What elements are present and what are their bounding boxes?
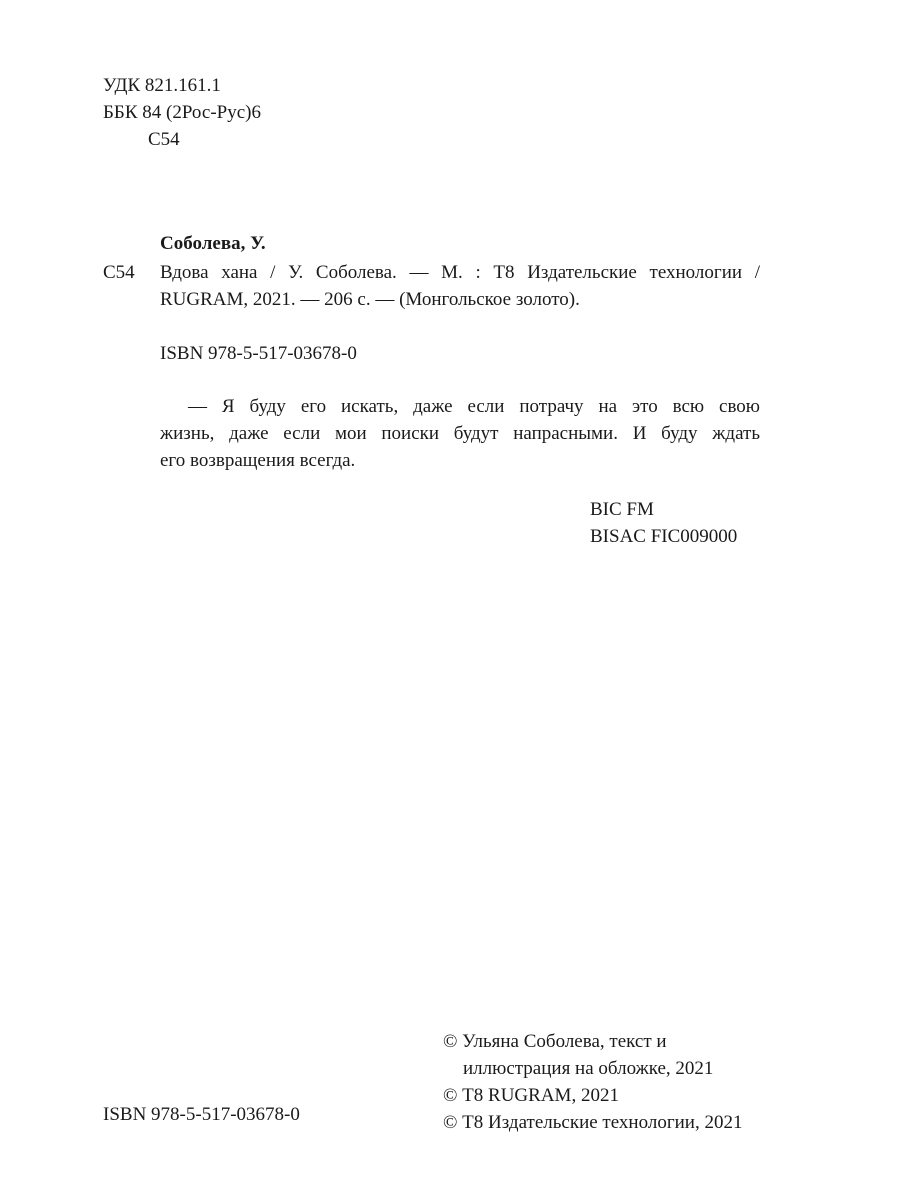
author-mark: С54: [148, 129, 180, 150]
annotation: [160, 393, 760, 474]
record-author-mark: С54: [103, 262, 135, 283]
classification-codes: [103, 72, 261, 153]
annotation-line-1: — Я буду его искать, даже если потрачу на это всю свою: [188, 396, 760, 417]
copyright-author: © Ульяна Соболева, текст и: [443, 1031, 667, 1052]
copyright-block: [443, 1028, 742, 1136]
subject-codes: [590, 496, 737, 550]
udk-code: УДК 821.161.1: [103, 75, 221, 96]
bbk-code: ББК 84 (2Рос-Рус)6: [103, 102, 261, 123]
copyright-rugram: © Т8 RUGRAM, 2021: [443, 1085, 619, 1106]
annotation-line-3: его возвращения всегда.: [160, 450, 356, 471]
isbn-record: ISBN 978-5-517-03678-0: [160, 343, 357, 364]
author-heading: Соболева, У.: [160, 233, 266, 254]
annotation-line-2: жизнь, даже если мои поиски будут напрасными. И буду ждать: [160, 423, 760, 444]
copyright-author-cont: иллюстрация на обложке, 2021: [463, 1058, 714, 1079]
biblio-line-1: Вдова хана / У. Соболева. — М. : Т8 Издательские технологии /: [160, 262, 760, 283]
bic-code: BIC FM: [590, 499, 654, 520]
copyright-publisher: © Т8 Издательские технологии, 2021: [443, 1112, 743, 1133]
bisac-code: BISAC FIC009000: [590, 526, 738, 547]
biblio-line-2: RUGRAM, 2021. — 206 с. — (Монгольское золото).: [160, 289, 580, 310]
bibliographic-description: [160, 259, 760, 313]
isbn-footer: ISBN 978-5-517-03678-0: [103, 1104, 300, 1125]
